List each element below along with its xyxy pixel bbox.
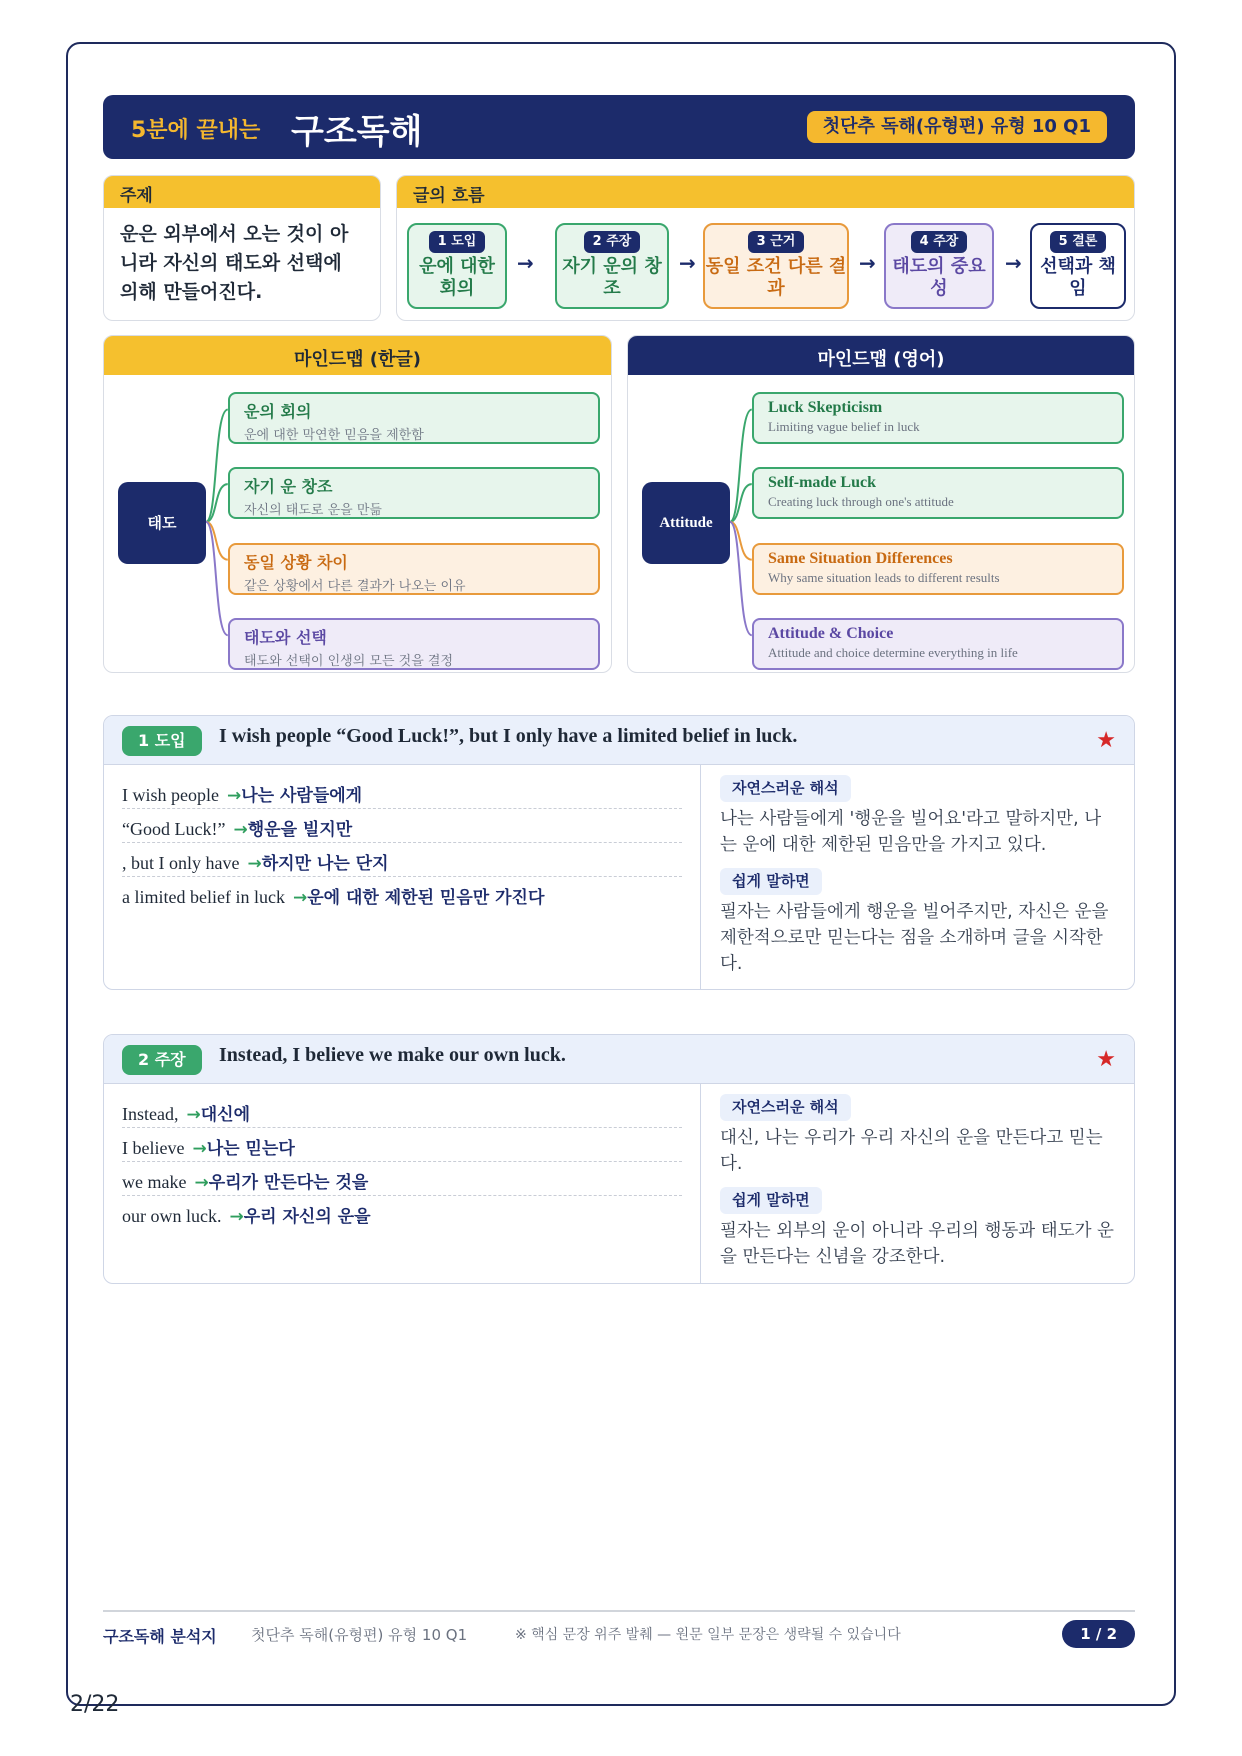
flow-step-3: [703, 223, 849, 309]
node-title: Attitude & Choice: [768, 625, 894, 642]
section-tag: 1 도입: [122, 726, 202, 756]
node-subtitle: 태도와 선택이 인생의 모든 것을 결정: [244, 654, 454, 669]
chunk-korean-text: 운에 대한 제한된 믿음만 가진다: [307, 888, 545, 908]
chunk-row: [122, 1128, 682, 1162]
flow-step-badge: 2 주장: [584, 231, 641, 253]
chunk-english: we make: [122, 1172, 187, 1192]
easy-explanation: 필자는 사람들에게 행운을 빌어주지만, 자신은 운을 제한적으로만 믿는다는 점을 소개하며 글을 시작한다.: [720, 902, 1109, 974]
mindmap-node: [752, 467, 1124, 519]
chunk-row: [122, 1162, 682, 1196]
node-subtitle: Limiting vague belief in luck: [768, 419, 920, 434]
chunk-english: I believe: [122, 1138, 185, 1158]
chunk-row: [122, 1094, 682, 1128]
natural-label: 자연스러운 해석: [720, 1094, 851, 1121]
flow-step-label: 동일 조건 다른 결과: [705, 256, 847, 299]
chunk-korean-text: 나는 믿는다: [206, 1139, 295, 1159]
arrow-right-icon: →: [679, 251, 696, 275]
mindmap-node: [228, 467, 600, 519]
chunk-korean: [227, 786, 362, 806]
section-header: [104, 1035, 1134, 1084]
footer-note: ※ 핵심 문장 위주 발췌 — 원문 일부 문장은 생략될 수 있습니다: [515, 1627, 901, 1643]
chunk-english: a limited belief in luck: [122, 887, 285, 907]
chunk-korean-text: 우리 자신의 운을: [243, 1207, 371, 1227]
chunk-row: [122, 809, 682, 843]
mindmap-heading: 마인드맵 (영어): [628, 336, 1134, 375]
flow-step-badge: 1 도입: [429, 231, 486, 253]
sentence-section-2: [103, 1034, 1135, 1284]
flow-step-badge: 5 결론: [1050, 231, 1107, 253]
footer-source: 첫단추 독해(유형편) 유형 10 Q1: [251, 1626, 468, 1644]
node-title: 태도와 선택: [244, 628, 327, 647]
flow-step-2: [555, 223, 669, 309]
arrow-right-icon: →: [517, 251, 534, 275]
flow-step-4: [884, 223, 994, 309]
topic-box: [103, 175, 381, 321]
node-title: Self-made Luck: [768, 474, 876, 491]
section-sentence: Instead, I believe we make our own luck.: [219, 1044, 566, 1066]
chunk-list: [104, 1084, 701, 1283]
footer-brand: 구조독해 분석지: [103, 1627, 217, 1646]
arrow-icon: →: [247, 854, 262, 874]
document-page-number: 2/22: [70, 1692, 120, 1717]
interpretation-panel: [702, 1084, 1134, 1283]
chunk-korean: [247, 854, 388, 874]
chunk-row: [122, 877, 682, 911]
arrow-icon: →: [292, 888, 308, 908]
sentence-section-1: [103, 715, 1135, 990]
flow-step-1: [407, 223, 507, 309]
page-title: 구조독해: [291, 112, 423, 152]
chunk-english: Instead,: [122, 1104, 179, 1124]
mindmap-heading: 마인드맵 (한글): [104, 336, 611, 375]
chunk-list: [104, 765, 701, 989]
easy-label: 쉽게 말하면: [720, 1187, 822, 1214]
natural-translation: 나는 사람들에게 '행운을 빌어요'라고 말하지만, 나는 운에 대한 제한된 믿음만을 가지고 있다.: [720, 809, 1102, 855]
star-icon: ★: [1096, 728, 1116, 753]
chunk-korean: [233, 820, 352, 840]
mindmap-node: [228, 392, 600, 444]
node-subtitle: 운에 대한 막연한 믿음을 제한함: [244, 428, 424, 443]
chunk-korean-text: 하지만 나는 단지: [261, 854, 389, 874]
flow-step-label: 선택과 책임: [1040, 256, 1116, 299]
arrow-icon: →: [192, 1139, 207, 1159]
chunk-english: I wish people: [122, 785, 219, 805]
source-badge: 첫단추 독해(유형편) 유형 10 Q1: [807, 111, 1107, 143]
arrow-right-icon: →: [859, 251, 876, 275]
flow-box: [396, 175, 1135, 321]
node-title: 자기 운 창조: [244, 477, 333, 496]
footer-divider: [103, 1610, 1135, 1612]
chunk-row: [122, 843, 682, 877]
easy-explanation: 필자는 외부의 운이 아니라 우리의 행동과 태도가 운을 만든다는 신념을 강조한다.: [720, 1221, 1114, 1267]
flow-step-badge: 3 근거: [748, 231, 805, 253]
section-header: [104, 716, 1134, 765]
node-subtitle: Attitude and choice determine everything in life: [768, 645, 1018, 660]
node-subtitle: Creating luck through one's attitude: [768, 494, 954, 509]
node-title: 운의 회의: [244, 402, 312, 421]
chunk-row: [122, 775, 682, 809]
footer-page-badge: 1 / 2: [1062, 1620, 1135, 1648]
arrow-right-icon: →: [1005, 251, 1022, 275]
chunk-korean-text: 우리가 만든다는 것을: [208, 1173, 369, 1193]
mindmap-korean: [103, 335, 612, 673]
node-title: Same Situation Differences: [768, 550, 953, 567]
node-subtitle: 같은 상황에서 다른 결과가 나오는 이유: [244, 579, 466, 594]
flow-step-badge: 4 주장: [911, 231, 968, 253]
arrow-icon: →: [194, 1173, 209, 1193]
flow-step-5: [1030, 223, 1126, 309]
arrow-icon: →: [186, 1105, 201, 1125]
arrow-icon: →: [229, 1207, 244, 1227]
node-title: Luck Skepticism: [768, 399, 883, 416]
mindmap-node: [752, 543, 1124, 595]
easy-label: 쉽게 말하면: [720, 868, 822, 895]
chunk-english: , but I only have: [122, 853, 240, 873]
chunk-korean: [192, 1139, 294, 1159]
mindmap-root: 태도: [118, 482, 206, 564]
node-subtitle: 자신의 태도로 운을 만듦: [244, 503, 382, 518]
arrow-icon: →: [226, 786, 242, 806]
natural-label: 자연스러운 해석: [720, 775, 851, 802]
chunk-korean-text: 나는 사람들에게: [241, 786, 363, 806]
mindmap-node: [752, 392, 1124, 444]
topic-heading: 주제: [104, 176, 380, 208]
arrow-icon: →: [233, 820, 248, 840]
flow-step-label: 운에 대한 회의: [419, 256, 495, 299]
natural-translation: 대신, 나는 우리가 우리 자신의 운을 만든다고 믿는다.: [720, 1128, 1103, 1174]
chunk-korean: [293, 888, 544, 908]
chunk-english: our own luck.: [122, 1206, 222, 1226]
flow-step-label: 태도의 중요성: [892, 256, 986, 299]
flow-step-label: 자기 운의 창조: [562, 256, 662, 299]
mindmap-node: [228, 543, 600, 595]
section-tag: 2 주장: [122, 1045, 202, 1075]
chunk-korean: [229, 1207, 370, 1227]
footer: [103, 1620, 1135, 1650]
node-subtitle: Why same situation leads to different results: [768, 570, 1000, 585]
mindmap-root: Attitude: [642, 482, 730, 564]
topic-text: 운은 외부에서 오는 것이 아니라 자신의 태도와 선택에 의해 만들어진다.: [120, 223, 349, 303]
interpretation-panel: [702, 765, 1134, 989]
mindmap-node: [752, 618, 1124, 670]
title-prefix: 5분에 끝내는: [131, 118, 261, 143]
section-sentence: I wish people “Good Luck!”, but I only have a limited belief in luck.: [219, 725, 798, 747]
chunk-korean: [194, 1173, 368, 1193]
chunk-korean-text: 대신에: [200, 1105, 251, 1125]
chunk-korean: [186, 1105, 250, 1125]
node-title: 동일 상황 차이: [244, 553, 348, 572]
mindmap-english: [627, 335, 1135, 673]
title-banner: [103, 95, 1135, 159]
chunk-korean-text: 행운을 빌지만: [247, 820, 353, 840]
mindmap-node: [228, 618, 600, 670]
chunk-row: [122, 1196, 682, 1230]
chunk-english: “Good Luck!”: [122, 819, 226, 839]
flow-heading: 글의 흐름: [397, 176, 1134, 208]
star-icon: ★: [1096, 1047, 1116, 1072]
